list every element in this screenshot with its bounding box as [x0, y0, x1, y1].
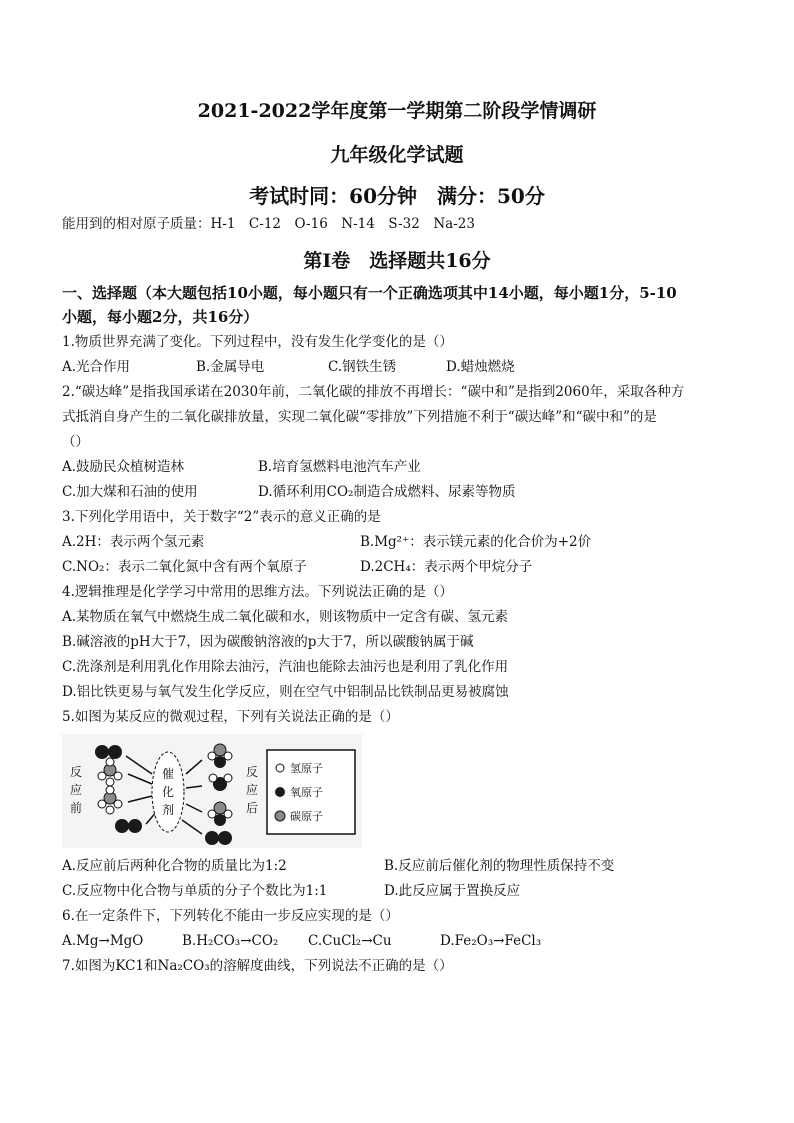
question-6-option-c: C.CuCl₂→Cu [308, 933, 392, 949]
svg-text:剂: 剂 [162, 803, 175, 817]
question-2-stem-line2: 式抵消自身产生的二氧化碳排放量，实现二氧化碳“零排放”下列措施不利于“碳达峰”和“碳中和”的是 [62, 409, 657, 425]
question-5-option-c: C.反应物中化合物与单质的分子个数比为1:1 [62, 883, 328, 899]
question-1-option-b: B.金属导电 [196, 359, 265, 375]
question-2-option-c: C.加大煤和石油的使用 [62, 484, 198, 500]
atomic-masses: 能用到的相对原子质量：H-1 C-12 O-16 N-14 S-32 Na-23 [62, 216, 475, 232]
question-6-option-a: A.Mg→MgO [62, 933, 144, 949]
question-1-stem: 1.物质世界充满了变化。下列过程中，没有发生化学变化的是（） [62, 334, 453, 350]
exam-subtitle: 九年级化学试题 [330, 144, 464, 166]
svg-text:反: 反 [246, 765, 259, 779]
question-3-option-b: B.Mg²⁺：表示镁元素的化合价为+2价 [360, 534, 592, 550]
svg-text:反: 反 [70, 765, 83, 779]
question-5-stem: 5.如图为某反应的微观过程，下列有关说法正确的是（） [62, 709, 399, 725]
legend [275, 761, 323, 823]
legend-label-1: 氧原子 [290, 786, 323, 799]
question-2-option-b: B.培育氢燃料电池汽车产业 [258, 459, 421, 475]
section-title: 第Ⅰ卷 选择题共16分 [303, 250, 491, 272]
question-5-option-a: A.反应前后两种化合物的质量比为1:2 [62, 858, 287, 874]
question-3-option-d: D.2CH₄：表示两个甲烷分子 [360, 559, 533, 575]
question-6-option-d: D.Fe₂O₃→FeCl₃ [440, 933, 542, 949]
question-3-stem: 3.下列化学用语中，关于数字“2”表示的意义正确的是 [62, 509, 381, 525]
exam-info: 考试时同：60分钟 满分：50分 [249, 184, 545, 208]
question-2-stem-line1: 2.“碳达峰”是指我国承诺在2030年前，二氧化碳的排放不再增长：“碳中和”是指到2060年，采取各种方 [62, 384, 685, 400]
question-4-stem: 4.逻辑推理是化学学习中常用的思维方法。下列说法正确的是（） [62, 584, 453, 600]
section-instruction-line1: 一、选择题（本大题包括10小题，每小题只有一个正确选项其中14小题，每小题1分，5-10 [62, 284, 677, 302]
legend-hydrogen-icon [276, 764, 284, 772]
section-instruction-line2: 小题，每小题2分，共16分） [62, 308, 259, 326]
question-4-option-d: D.铝比铁更易与氧气发生化学反应，则在空气中铝制品比铁制品更易被腐蚀 [62, 684, 509, 700]
question-1-option-d: D.蜡烛燃烧 [446, 359, 515, 375]
svg-text:前: 前 [70, 801, 83, 815]
legend-label-2: 碳原子 [290, 810, 323, 823]
question-3-option-a: A.2H：表示两个氢元素 [62, 534, 205, 550]
question-4-option-b: B.碱溶液的pH大于7，因为碳酸钠溶液的p大于7，所以碳酸钠属于碱 [62, 634, 474, 650]
svg-text:应: 应 [70, 783, 83, 797]
legend-carbon-icon [275, 811, 285, 821]
exam-title: 2021-2022学年度第一学期第二阶段学情调研 [197, 100, 597, 122]
catalyst-label [162, 766, 174, 817]
before-label [70, 765, 82, 815]
question-1-option-a: A.光合作用 [62, 359, 131, 375]
question-5-option-d: D.此反应属于置换反应 [384, 883, 521, 899]
question-7-stem: 7.如图为KC1和Na₂CO₃的溶解度曲线，下列说法不正确的是（） [62, 958, 453, 974]
question-4-option-c: C.洗涤剂是利用乳化作用除去油污，汽油也能除去油污也是利用了乳化作用 [62, 659, 509, 675]
question-1-option-c: C.钢铁生锈 [328, 359, 397, 375]
question-4-option-a: A.某物质在氧气中燃烧生成二氧化碳和水，则该物质中一定含有碳、氢元素 [62, 609, 509, 625]
question-2-stem-line3: （） [62, 434, 89, 450]
svg-text:催: 催 [162, 767, 175, 781]
question-2-option-d: D.循环利用CO₂制造合成燃料、尿素等物质 [258, 484, 516, 500]
question-6-stem: 6.在一定条件下，下列转化不能由一步反应实现的是（） [62, 908, 399, 924]
svg-text:应: 应 [246, 783, 259, 797]
question-6-option-b: B.H₂CO₃→CO₂ [182, 933, 279, 949]
reaction-diagram [62, 734, 362, 848]
question-5-option-b: B.反应前后催化剂的物理性质保持不变 [384, 858, 615, 874]
svg-text:化: 化 [162, 785, 175, 799]
legend-label-0: 氢原子 [290, 762, 323, 775]
question-3-option-c: C.NO₂：表示二氧化氮中含有两个氧原子 [62, 559, 307, 575]
after-label [246, 765, 258, 815]
svg-text:后: 后 [246, 801, 259, 815]
question-2-option-a: A.鼓励民众植树造林 [62, 459, 185, 475]
legend-oxygen-icon [275, 787, 285, 797]
